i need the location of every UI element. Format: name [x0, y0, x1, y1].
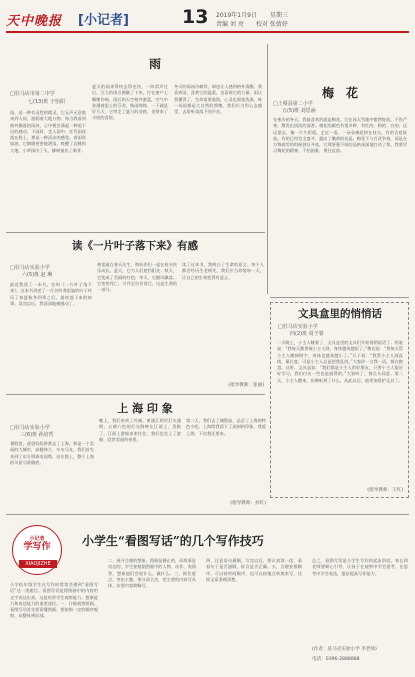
shanghai-school: □驻马店实验小学 — [10, 425, 50, 431]
column-badge — [12, 525, 62, 575]
shanghai-column-1: 暑假里，爸爸妈妈带我去了上海。那是一个美丽的大城市，高楼林立，车水马龙。我们首先来到了东方明珠电视塔，站在塔上，整个上海的风景尽收眼底。 — [10, 441, 94, 465]
shanghai-class: 三(6)班 孙培哲 — [20, 432, 54, 438]
feature-column-3: 四、注意语句通顺。写完以后，要认真读一读，看看句子是否通顺，标点是否正确。五、合理安排顺序。可以按时间顺序，也可以按地点转换来写，这样文章条理清楚。 — [206, 558, 302, 582]
plum-title: 梅 花 — [321, 86, 358, 100]
leaf-column-3: 读了这本书，我明白了生命的意义。每个人都会经历生老病死，我们应当珍惜每一天，让自己的生命变得有意义。 — [182, 262, 264, 280]
section-divider — [6, 514, 409, 515]
rain-class: 七(13)班 于怡阳 — [28, 99, 65, 105]
leaf-column-1: 最近我读了一本书，名叫《一片叶子落下来》。这本书讲述了一片名叫弗雷迪的叶子经历了春夏秋冬四季之后，最终落下来的故事。读完以后，我深深地被感动了。 — [10, 282, 92, 306]
section-divider — [270, 297, 409, 298]
stationery-advisor: (指导教师：王红) — [367, 488, 403, 493]
feature-column-2: 二、展开合理的想象。图画是静止的，而故事是动态的，学生要根据图画中的人物、动作、表情等，想象他们会说什么，做什么。三、抓住重点，突出主题。要分清主次，把主要的内容写具体，次要内容简略写。 — [108, 558, 196, 589]
leaf-title: 读《一片叶子落下来》有感 — [72, 240, 198, 252]
stationery-title: 文具盒里的悄悄话 — [298, 308, 382, 320]
rain-column-1: 雨，是一种有灵性的精灵。它无声无息地来到人间，滋润着大地万物。每当我看到窗外飘落的雨丝，心中便会涌起一种说不出的感动。下雨时，走入雨中，任凭雨丝落在脸上，那是一种清凉的感觉。春雨贵如油，它细细密密地洒落，唤醒了沉睡的大地，小草探出了头，柳树抽出了新芽。 — [10, 110, 86, 153]
feature-phone: 电话：0396-2888888 — [312, 657, 360, 662]
rain-column-3: 冬天的雨冰冷刺骨，却也让人感到格外清醒。我喜欢雨，喜欢它的温柔，也喜欢它的力量。雨让我懂得了，生命需要滋润，心灵也需要洗涤。每一场雨都是大自然的馈赠，我们应当用心去感受，去聆听雨落下的声音。 — [174, 84, 262, 115]
issue-date: 2019年1月9日 — [216, 12, 257, 19]
stationery-column: 一天晚上，小主人睡着了，文具盒里的文具们开始悄悄说话了。铅笔说：“我每天都要被小主人削，身体越来越短了。”橡皮说：“我每天帮小主人擦掉错字，身体也越来越小了。”尺子说：“我帮小主人画直线，量长度，可是小主人总是把我乱扔。”大家你一言我一语，都在抱怨。这时，文具盒说：“我们都是小主人的好朋友，只要小主人能好好学习，我们付出一些也是值得的。”大家听了，都点头同意。第二天，小主人醒来，仿佛听到了什么，从此以后，他更加爱护文具了。 — [277, 340, 403, 383]
feature-title: 小学生“看图写话”的几个写作技巧 — [82, 534, 264, 548]
plum-column: 在寒冷的冬天，我最喜欢的就是梅花。它在冰天雪地中傲然绽放，不畏严寒，散发出淡淡的清香。梅花的颜色有很多种，有红的、粉的、白的。远远望去，像一片片彩霞。走近一看，一朵朵梅花挤在枝头，有的含苞欲放，有的已经完全盛开，露出了嫩黄的花蕊。梅花不与百花争春，而是在万物凋零的时候独自开放，它那坚强不屈的品格深深地打动了我。我要学习梅花的精神，不怕困难，勇往直前。 — [273, 117, 407, 154]
leaf-column-2: 弗雷迪在春天出生，和伙伴们一起在枝头快乐成长。夏天，它为人们遮挡阳光；秋天，它变成了美丽的红色；冬天，它随风飘落。它害怕死亡，可丹尼尔告诉它，这是生命的一部分。 — [97, 262, 177, 293]
leaf-class: 六(5)班 赵 琳 — [22, 272, 53, 278]
plum-class: 五(5)班 刘思涵 — [282, 108, 316, 114]
stationery-school: □驻马店实验小学 — [278, 324, 318, 330]
plum-school: □上蔡县第二小学 — [273, 101, 313, 107]
feature-column-1: 小学低年级学生在写作时常常会遇到“看图写话”这一类题目。看图写话是将图画中的内容用文字表达出来，这是培养学生观察能力、想象能力和表达能力的重要途径。一、仔细观察图画。看图写话首先要看懂图画，要按照一定的顺序观察，从整体到局部。 — [10, 582, 98, 619]
newspaper-logo: 天中晚报 — [6, 14, 63, 29]
issue-weekday: 星期三 — [270, 12, 289, 19]
badge-small-text: 小记者 — [29, 536, 45, 542]
shanghai-column-3: 第二天，我们去了城隍庙，品尝了上海的特色小吃。上海给我留下了深刻的印象，我爱上海，下次我还要来。 — [186, 418, 266, 436]
feature-author: (作者：驻马店实验小学 李老师) — [312, 647, 377, 652]
leaf-school: □驻马店实验小学 — [10, 265, 50, 271]
section-divider — [6, 394, 265, 395]
rain-column-2: 夏天的雨来得快去得也快，一阵雷声过后，豆大的雨点便砸了下来，打在窗户上噼啪作响。雨后的天空格外湛蓝，空气中弥漫着泥土的芬芳。秋雨绵绵，一下就是好几天，它带走了夏日的炎热，也带来了丰收的喜悦。 — [92, 84, 168, 121]
shanghai-title: 上 海 印 象 — [117, 402, 173, 415]
rain-school: □驻马店市第二中学 — [10, 91, 55, 97]
section-name: [小记者] — [78, 13, 129, 28]
badge-big-text: 学写作 — [23, 542, 51, 552]
column-divider — [267, 44, 268, 294]
editor-credit: 责编 刘 亮 — [216, 21, 244, 28]
badge-ribbon: XIAOJIZHE — [19, 560, 57, 568]
stationery-class: 四(2)班 周子睿 — [290, 331, 324, 337]
page-number: 13 — [182, 6, 209, 28]
rain-title: 雨 — [148, 57, 161, 71]
masthead-rule — [6, 31, 409, 33]
section-divider — [6, 232, 265, 233]
proofreader-credit: 校对 张倩妤 — [256, 21, 288, 28]
feature-column-4: 总之，看图写话是小学生写作的起步阶段，家长和老师要耐心引导，让孩子在观察中学会思考，在思考中学会表达，逐步提高写作能力。 — [312, 558, 408, 576]
shanghai-advisor: (指导教师：孙红) — [230, 501, 266, 506]
shanghai-column-2: 晚上，我们来到了外滩，黄浦江两岸灯火通明，五颜六色的灯光倒映在江面上，美极了。江面上游船来来往往，我们也坐上了游船，欣赏美丽的夜景。 — [99, 418, 181, 442]
leaf-advisor: (指导教师：张丽) — [228, 383, 264, 388]
masthead — [6, 8, 409, 36]
